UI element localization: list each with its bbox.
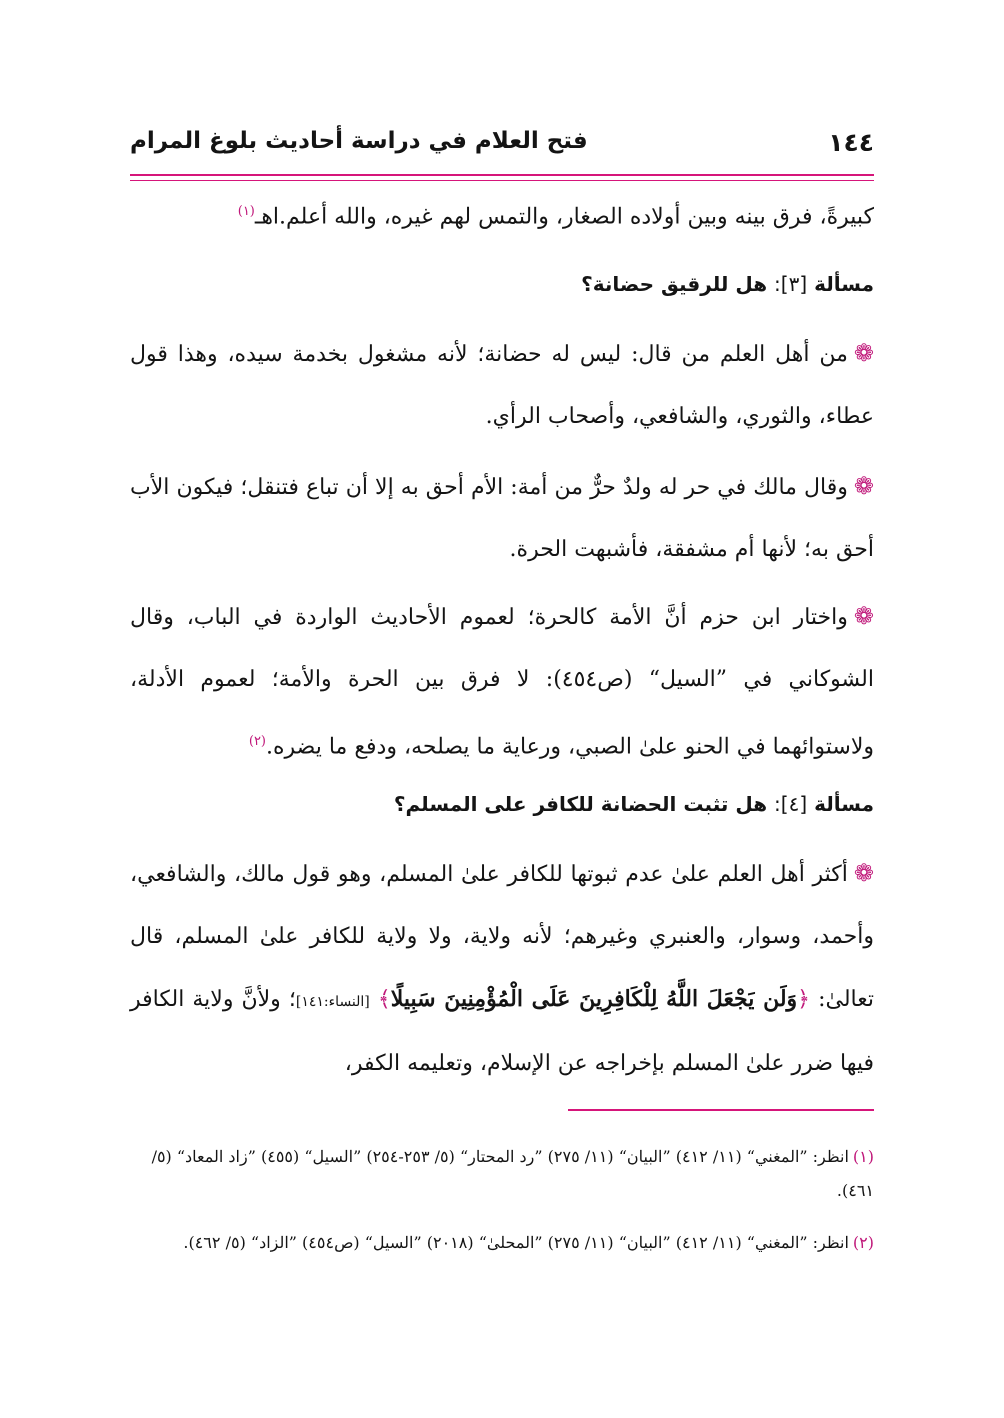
section-4-heading	[130, 792, 874, 816]
section-3-text-2: وقال مالك في حر له ولدٌ حرٌّ من أمة: الأم أحق به إلا أن تباع فتنقل؛ فيكون الأب أحق به؛ لأنها أم مشفقة، فأشبهت الحرة.	[130, 475, 874, 562]
section-3-text-3: واختار ابن حزم أنَّ الأمة كالحرة؛ لعموم الأحاديث الواردة في الباب، وقال الشوكاني في ”السيل“ (ص٤٥٤): لا فرق بين الحرة والأمة؛ لعموم الأدلة، ولاستوائهما في الحنو علىٰ الصبي، ورعاية ما يصلحه، ودفع ما يضره.	[130, 605, 874, 760]
section-3-label: مسألة	[814, 272, 874, 296]
section-3-paragraph-1	[130, 322, 874, 448]
section-4-paragraph-1	[130, 842, 874, 1095]
section-4-title: هل تثبت الحضانة للكافر على المسلم؟	[393, 792, 768, 816]
intro-paragraph	[130, 186, 874, 243]
footnote-ref-2: (٢)	[248, 734, 266, 749]
section-4-text-end: ؛ ولأنَّ ولاية الكافر فيها ضرر علىٰ المسلم بإخراجه عن الإسلام، وتعليمه الكفر،	[130, 987, 874, 1076]
footnote-1-number: (١)	[852, 1147, 874, 1166]
section-3-title: هل للرقيق حضانة؟	[581, 272, 768, 296]
page-number: ١٤٤	[828, 128, 874, 157]
quran-reference: [النساء:١٤١]	[295, 994, 370, 1010]
section-3-heading	[130, 272, 874, 296]
quran-verse: وَلَن يَجْعَلَ اللَّهُ لِلْكَافِرِينَ عَلَى الْمُؤْمِنِينَ سَبِيلًا	[390, 986, 798, 1012]
intro-text: كبيرةً، فرق بينه وبين أولاده الصغار، والتمس لهم غيره، والله أعلم.اهـ	[254, 204, 874, 230]
section-3-paragraph-3	[130, 585, 874, 778]
section-3-number: [٣]:	[774, 272, 808, 296]
section-4-number: [٤]:	[774, 792, 808, 816]
quran-close-bracket: ﴾	[377, 987, 391, 1012]
quran-open-bracket: ﴿	[797, 987, 811, 1012]
footnote-2-number: (٢)	[852, 1233, 874, 1252]
section-3-paragraph-2	[130, 455, 874, 581]
flower-bullet-icon: ❁	[853, 339, 874, 367]
running-title: فتح العلام في دراسة أحاديث بلوغ المرام	[130, 128, 588, 154]
section-3-text-1: من أهل العلم من قال: ليس له حضانة؛ لأنه مشغول بخدمة سيده، وهذا قول عطاء، والثوري، والشافعي، وأصحاب الرأي.	[130, 342, 874, 429]
section-4-text-start: أكثر أهل العلم علىٰ عدم ثبوتها للكافر علىٰ المسلم، وهو قول مالك، والشافعي، وأحمد، وسوار، والعنبري وغيرهم؛ لأنه ولاية، ولا ولاية للكافر علىٰ المسلم، قال تعالىٰ:	[130, 862, 874, 1012]
header-rule-thin	[130, 180, 874, 181]
footnote-1	[130, 1140, 874, 1208]
footnote-ref-1: (١)	[237, 204, 255, 219]
book-page	[130, 0, 874, 1418]
flower-bullet-icon: ❁	[853, 472, 874, 500]
footnote-2	[130, 1226, 874, 1260]
page-header	[130, 128, 874, 172]
flower-bullet-icon: ❁	[853, 859, 874, 887]
footnote-2-text: انظر: ”المغني“ (١١/ ٤١٢) ”البيان“ (١١/ ٢٧٥) ”المحلىٰ“ (٢٠١٨) ”السيل“ (ص٤٥٤) ”الزاد“ (٥/ ٤٦٢).	[183, 1233, 849, 1252]
header-rule-thick	[130, 174, 874, 176]
section-4-label: مسألة	[814, 792, 874, 816]
flower-bullet-icon: ❁	[853, 602, 874, 630]
footnote-1-text: انظر: ”المغني“ (١١/ ٤١٢) ”البيان“ (١١/ ٢٧٥) ”رد المحتار“ (٥/ ٢٥٣-٢٥٤) ”السيل“ (٤٥٥) ”زاد المعاد“ (٥/ ٤٦١).	[151, 1147, 874, 1200]
footnote-separator	[568, 1109, 874, 1111]
